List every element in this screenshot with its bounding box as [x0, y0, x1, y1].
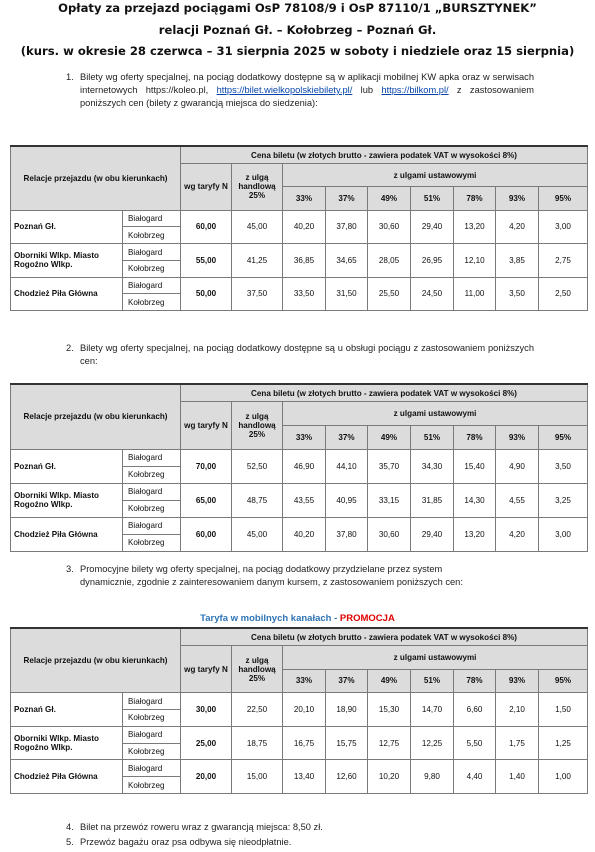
price-normal: 50,00	[181, 277, 232, 310]
discount-header: 49%	[368, 187, 411, 210]
relation-destination: Kołobrzeg	[123, 466, 181, 483]
price-cell: 44,10	[326, 449, 368, 483]
relation-destination: Białogard	[123, 449, 181, 466]
item-text: Promocyjne bilety wg oferty specjalnej, na pociąg dodatkowy przydzielane przez system dynamicznie, zgodnie z zainteresowaniem danym kursem, z zastosowaniem poniższych cen:	[80, 564, 463, 587]
price-cell: 2,10	[496, 693, 539, 727]
price-cell: 1,25	[539, 726, 588, 760]
commercial-discount-header: z ulgą handlową 25%	[232, 646, 283, 693]
relation-origin: Chodzież Piła Główna	[11, 277, 123, 310]
promo-label-text: Taryfa w mobilnych kanałach -	[200, 613, 340, 624]
price-cell: 26,95	[411, 244, 454, 277]
table-row	[11, 760, 588, 777]
list-item-1	[66, 71, 534, 123]
price-cell: 52,50	[232, 449, 283, 483]
price-cell: 24,50	[411, 277, 454, 310]
relation-destination: Białogard	[123, 726, 181, 743]
relation-destination: Kołobrzeg	[123, 709, 181, 726]
price-cell: 4,55	[496, 483, 539, 517]
item-text	[80, 71, 534, 109]
price-normal: 65,00	[181, 483, 232, 517]
item-text: Bilet na przewóz roweru wraz z gwarancją miejsca: 8,50 zł.	[80, 822, 323, 832]
table-row	[11, 693, 588, 710]
discount-header: 33%	[283, 426, 326, 450]
price-cell: 3,25	[539, 483, 588, 517]
relation-destination: Białogard	[123, 693, 181, 710]
discount-header: 95%	[539, 669, 588, 693]
discount-header: 78%	[454, 187, 496, 210]
item-text-part: z zastosowaniem poniższych cen (bilety z gwarancją miejsca do siedzenia):	[80, 84, 535, 108]
price-cell: 5,50	[454, 726, 496, 760]
commercial-discount-header: z ulgą handlową 25%	[232, 164, 283, 211]
promo-label	[0, 613, 595, 624]
item-text: Bilety wg oferty specjalnej, na pociąg dodatkowy dostępne są u obsługi pociągu z zastosowaniem poniższych cen:	[80, 343, 534, 366]
price-cell: 4,90	[496, 449, 539, 483]
period-note: (kurs. w okresie 28 czerwca – 31 sierpnia 2025 w soboty i niedziele oraz 15 sierpnia)	[20, 44, 575, 58]
discount-header: 93%	[496, 187, 539, 210]
price-cell: 18,90	[326, 693, 368, 727]
price-cell: 3,50	[496, 277, 539, 310]
price-cell: 46,90	[283, 449, 326, 483]
price-cell: 12,75	[368, 726, 411, 760]
price-table-3	[10, 627, 588, 794]
item-number: 4.	[66, 822, 74, 832]
price-cell: 1,40	[496, 760, 539, 794]
item-number: 3.	[66, 564, 74, 574]
relation-destination: Kołobrzeg	[123, 260, 181, 277]
discount-header: 93%	[496, 426, 539, 450]
relation-origin: Oborniki Wlkp. Miasto Rogoźno Wlkp.	[11, 726, 123, 760]
statutory-discounts-header: z ulgami ustawowymi	[283, 646, 588, 670]
price-cell: 1,75	[496, 726, 539, 760]
table-row	[11, 726, 588, 743]
relation-destination: Kołobrzeg	[123, 500, 181, 517]
price-cell: 10,20	[368, 760, 411, 794]
discount-header: 51%	[411, 187, 454, 210]
discount-header: 49%	[368, 669, 411, 693]
price-normal: 60,00	[181, 517, 232, 551]
item-number: 2.	[66, 343, 74, 353]
price-cell: 40,20	[283, 517, 326, 551]
relation-header: Relacje przejazdu (w obu kierunkach)	[11, 146, 181, 210]
price-cell: 34,30	[411, 449, 454, 483]
statutory-discounts-header: z ulgami ustawowymi	[283, 164, 588, 187]
price-cell: 37,50	[232, 277, 283, 310]
price-cell: 20,10	[283, 693, 326, 727]
price-normal: 30,00	[181, 693, 232, 727]
discount-header: 78%	[454, 426, 496, 450]
price-cell: 40,20	[283, 210, 326, 243]
price-table-2	[10, 383, 588, 552]
price-cell: 22,50	[232, 693, 283, 727]
price-cell: 13,20	[454, 517, 496, 551]
price-cell: 31,50	[326, 277, 368, 310]
price-cell: 2,50	[539, 277, 588, 310]
item-number: 1.	[66, 72, 74, 82]
price-cell: 15,30	[368, 693, 411, 727]
price-cell: 3,50	[539, 449, 588, 483]
relation-destination: Kołobrzeg	[123, 294, 181, 311]
price-cell: 29,40	[411, 517, 454, 551]
relation-origin: Poznań Gł.	[11, 210, 123, 243]
price-cell: 2,75	[539, 244, 588, 277]
relation-destination: Białogard	[123, 760, 181, 777]
relation-origin: Poznań Gł.	[11, 449, 123, 483]
price-normal: 25,00	[181, 726, 232, 760]
price-cell: 30,60	[368, 517, 411, 551]
price-cell: 4,20	[496, 517, 539, 551]
route-title: relacji Poznań Gł. – Kołobrzeg – Poznań Gł.	[158, 23, 437, 37]
price-cell: 43,55	[283, 483, 326, 517]
price-cell: 14,30	[454, 483, 496, 517]
relation-origin: Poznań Gł.	[11, 693, 123, 727]
relation-destination: Kołobrzeg	[123, 743, 181, 760]
price-normal: 20,00	[181, 760, 232, 794]
price-cell: 45,00	[232, 517, 283, 551]
discount-header: 51%	[411, 669, 454, 693]
promo-highlight: PROMOCJA	[339, 613, 395, 624]
price-cell: 12,60	[326, 760, 368, 794]
discount-header: 33%	[283, 669, 326, 693]
table-row	[11, 244, 588, 261]
price-cell: 33,15	[368, 483, 411, 517]
relation-destination: Kołobrzeg	[123, 227, 181, 244]
relation-destination: Białogard	[123, 244, 181, 261]
list-item-5	[66, 837, 291, 847]
relation-header: Relacje przejazdu (w obu kierunkach)	[11, 628, 181, 693]
price-cell: 9,80	[411, 760, 454, 794]
relation-origin: Oborniki Wlkp. Miasto Rogoźno Wlkp.	[11, 483, 123, 517]
discount-header: 51%	[411, 426, 454, 450]
item-text-part: Bilety wg oferty specjalnej, na pociąg dodatkowy dostępne są w aplikacji mobilnej KW apka oraz w serwisach internetowych https://koleo.pl,	[80, 72, 534, 95]
table-row	[11, 517, 588, 534]
price-cell: 41,25	[232, 244, 283, 277]
price-cell: 15,75	[326, 726, 368, 760]
relation-destination: Białogard	[123, 483, 181, 500]
relation-header: Relacje przejazdu (w obu kierunkach)	[11, 384, 181, 449]
bilkom-link[interactable]: https://bilkom.pl/	[381, 84, 449, 95]
table-row	[11, 449, 588, 466]
price-header: Cena biletu (w złotych brutto - zawiera podatek VAT w wysokości 8%)	[181, 384, 588, 402]
discount-header: 49%	[368, 426, 411, 450]
price-cell: 28,05	[368, 244, 411, 277]
item-number: 5.	[66, 837, 74, 847]
price-cell: 16,75	[283, 726, 326, 760]
discount-header: 37%	[326, 426, 368, 450]
price-cell: 12,10	[454, 244, 496, 277]
price-cell: 37,80	[326, 517, 368, 551]
price-cell: 25,50	[368, 277, 411, 310]
price-cell: 35,70	[368, 449, 411, 483]
table-row	[11, 210, 588, 227]
statutory-discounts-header: z ulgami ustawowymi	[283, 402, 588, 426]
price-cell: 4,20	[496, 210, 539, 243]
price-cell: 30,60	[368, 210, 411, 243]
price-cell: 13,40	[283, 760, 326, 794]
price-cell: 1,00	[539, 760, 588, 794]
price-cell: 15,40	[454, 449, 496, 483]
price-cell: 40,95	[326, 483, 368, 517]
list-item-4	[66, 822, 323, 832]
item-text: Przewóz bagażu oraz psa odbywa się nieodpłatnie.	[80, 837, 292, 847]
price-cell: 34,65	[326, 244, 368, 277]
price-normal: 55,00	[181, 244, 232, 277]
price-cell: 3,00	[539, 517, 588, 551]
item-text-part: lub	[352, 84, 382, 95]
price-cell: 31,85	[411, 483, 454, 517]
price-cell: 3,85	[496, 244, 539, 277]
relation-origin: Chodzież Piła Główna	[11, 517, 123, 551]
relation-destination: Białogard	[123, 210, 181, 227]
discount-header: 95%	[539, 187, 588, 210]
price-cell: 14,70	[411, 693, 454, 727]
price-cell: 45,00	[232, 210, 283, 243]
price-cell: 48,75	[232, 483, 283, 517]
relation-destination: Białogard	[123, 277, 181, 294]
price-cell: 4,40	[454, 760, 496, 794]
price-cell: 33,50	[283, 277, 326, 310]
price-cell: 12,25	[411, 726, 454, 760]
price-cell: 36,85	[283, 244, 326, 277]
price-cell: 15,00	[232, 760, 283, 794]
price-cell: 13,20	[454, 210, 496, 243]
price-normal: 70,00	[181, 449, 232, 483]
price-cell: 1,50	[539, 693, 588, 727]
price-cell: 18,75	[232, 726, 283, 760]
discount-header: 78%	[454, 669, 496, 693]
tariff-n-header: wg taryfy N	[181, 164, 232, 211]
discount-header: 37%	[326, 187, 368, 210]
relation-origin: Oborniki Wlkp. Miasto Rogoźno Wlkp.	[11, 244, 123, 277]
table-row	[11, 277, 588, 294]
discount-header: 95%	[539, 426, 588, 450]
price-cell: 3,00	[539, 210, 588, 243]
tariff-n-header: wg taryfy N	[181, 646, 232, 693]
list-item-3	[66, 563, 486, 603]
list-item-2	[66, 342, 534, 370]
price-cell: 6,60	[454, 693, 496, 727]
discount-header: 37%	[326, 669, 368, 693]
price-header: Cena biletu (w złotych brutto - zawiera podatek VAT w wysokości 8%)	[181, 628, 588, 646]
price-table-1	[10, 145, 588, 311]
price-cell: 11,00	[454, 277, 496, 310]
relation-destination: Kołobrzeg	[123, 534, 181, 551]
price-header: Cena biletu (w złotych brutto - zawiera podatek VAT w wysokości 8%)	[181, 146, 588, 164]
price-cell: 37,80	[326, 210, 368, 243]
commercial-discount-header: z ulgą handlową 25%	[232, 402, 283, 450]
relation-origin: Chodzież Piła Główna	[11, 760, 123, 794]
wielkopolskie-bilety-link[interactable]: https://bilet.wielkopolskiebilety.pl/	[216, 84, 353, 95]
page-title: Opłaty za przejazd pociągami OsP 78108/9 i OsP 87110/1 „BURSZTYNEK”	[58, 1, 537, 15]
tariff-n-header: wg taryfy N	[181, 402, 232, 450]
relation-destination: Białogard	[123, 517, 181, 534]
discount-header: 33%	[283, 187, 326, 210]
discount-header: 93%	[496, 669, 539, 693]
table-row	[11, 483, 588, 500]
price-normal: 60,00	[181, 210, 232, 243]
relation-destination: Kołobrzeg	[123, 777, 181, 794]
price-cell: 29,40	[411, 210, 454, 243]
